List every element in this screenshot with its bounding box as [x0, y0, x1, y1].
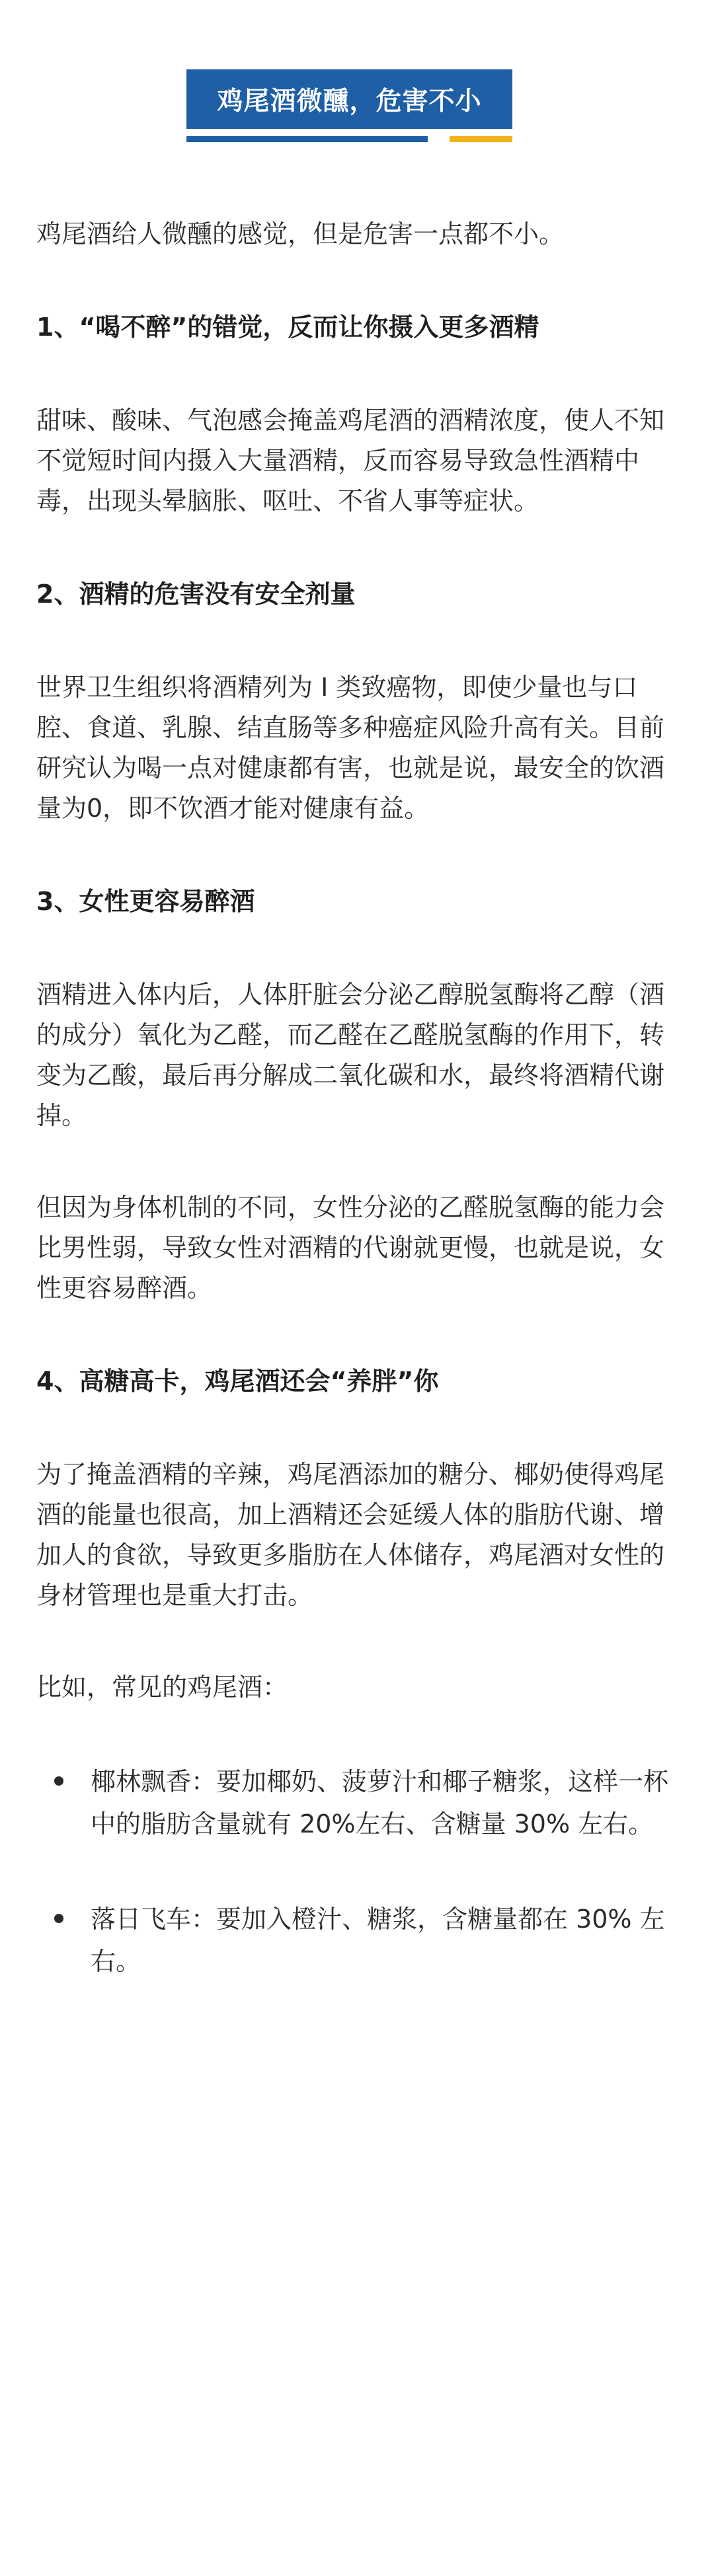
section-1-paragraph: 甜味、酸味、气泡感会掩盖鸡尾酒的酒精浓度，使人不知不觉短时间内摄入大量酒精，反而容易导致急性酒精中毒，出现头晕脑胀、呕吐、不省人事等症状。: [36, 406, 665, 515]
list-spacer: [36, 1845, 681, 1898]
section-4-paragraph-1: 为了掩盖酒精的辛辣，鸡尾酒添加的糖分、椰奶使得鸡尾酒的能量也很高，加上酒精还会延缓人体的脂肪代谢、增加人的食欲，导致更多脂肪在人体储存，鸡尾酒对女性的身材管理也是重大打击。: [36, 1460, 665, 1610]
intro-paragraph: 鸡尾酒给人微醺的感觉，但是危害一点都不小。: [36, 219, 565, 248]
list-item: [36, 1898, 681, 1983]
section-4-paragraph-2: 比如，常见的鸡尾酒：: [36, 1673, 288, 1702]
cocktail-examples-list: [36, 1761, 681, 1983]
section-3-paragraph-1: 酒精进入体内后，人体肝脏会分泌乙醇脱氢酶将乙醇（酒的成分）氧化为乙醛，而乙醛在乙醛脱氢酶的作用下，转变为乙酸，最后再分解成二氧化碳和水，最终将酒精代谢掉。: [36, 980, 665, 1130]
section-heading-2: 2、酒精的危害没有安全剂量: [36, 580, 356, 609]
article-body: [36, 214, 681, 1983]
section-heading-1: 1、“喝不醉”的错觉，反而让你摄入更多酒精: [36, 313, 539, 342]
section-2-paragraph: 世界卫生组织将酒精列为 Ⅰ 类致癌物，即使少量也与口腔、食道、乳腺、结直肠等多种癌症风险升高有关。目前研究认为喝一点对健康都有害，也就是说，最安全的饮酒量为0，即不饮酒才能对健康有益。: [36, 673, 665, 823]
article-title: 鸡尾酒微醺，危害不小: [186, 69, 512, 129]
section-3-paragraph-2: 但因为身体机制的不同，女性分泌的乙醛脱氢酶的能力会比男性弱，导致女性对酒精的代谢就更慢，也就是说，女性更容易醉酒。: [36, 1193, 665, 1303]
title-underline-blue: [186, 136, 428, 142]
list-item-text: 椰林飘香：要加椰奶、菠萝汁和椰子糖浆，这样一杯中的脂肪含量就有 20%左右、含糖量 30% 左右。: [91, 1767, 669, 1838]
title-banner: [0, 0, 714, 152]
section-heading-4: 4、高糖高卡，鸡尾酒还会“养胖”你: [36, 1367, 439, 1396]
list-item: [36, 1761, 681, 1845]
bullet-dot: [54, 1914, 63, 1923]
title-underline-yellow: [450, 136, 512, 142]
bullet-dot: [54, 1776, 63, 1786]
list-item-text: 落日飞车：要加入橙汁、糖浆，含糖量都在 30% 左右。: [91, 1905, 665, 1976]
section-heading-3: 3、女性更容易醉酒: [36, 887, 255, 916]
